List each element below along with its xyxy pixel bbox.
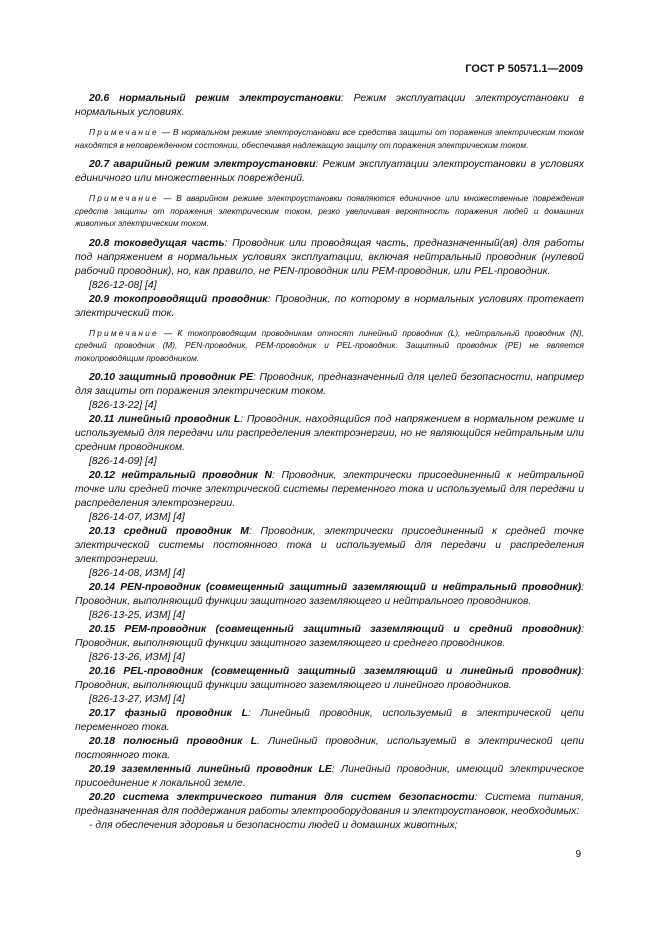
- document-body: [75, 92, 584, 833]
- term-definition: : Режим эксплуатации электроустановки в условиях единичного или множественных повреждений.: [75, 159, 584, 184]
- term-20-15: [75, 623, 584, 651]
- source-reference: [826-14-08, ИЗМ] [4]: [89, 568, 185, 579]
- term-20-16: [75, 665, 584, 693]
- term-title: 20.19 заземленный линейный проводник LE: [89, 764, 332, 775]
- note-label: Примечание: [89, 193, 159, 203]
- term-title: 20.9 токопроводящий проводник: [89, 293, 268, 305]
- document-header: ГОСТ Р 50571.1—2009: [465, 63, 583, 75]
- term-definition: : Проводник, электрически присоединенный к средней точке электрической системы постоянного тока и используемый для передачи и распределения электроэнергии.: [75, 526, 584, 565]
- source-reference: [826-13-27, ИЗМ] [4]: [89, 694, 185, 705]
- source-reference: [826-14-09] [4]: [89, 456, 157, 467]
- note: [75, 327, 584, 365]
- note-label: Примечание: [89, 327, 159, 338]
- term-definition: : Проводник, электрически присоединенный к нейтральной точке или средней точке электрической системы переменного тока и используемый для передачи и распределения электроэнергии.: [75, 470, 584, 509]
- source-reference: [826-13-26, ИЗМ] [4]: [89, 652, 185, 663]
- term-20-14: [75, 581, 584, 609]
- note-text: — В аварийном режиме электроустановки появляются единичное или множественные повреждения средств защиты от поражения электрическим током, резко увеличивая вероятность поражения людей и домашних животных электрическим током.: [75, 193, 584, 228]
- term-20-10: [75, 371, 584, 399]
- term-definition: : Проводник, выполняющий функции защитного заземляющего и линейного проводников.: [75, 666, 584, 691]
- term-definition: . Линейный проводник, используемый в электрической цепи постоянного тока.: [75, 736, 584, 761]
- term-20-6: [75, 92, 584, 120]
- term-title: 20.14 PEN-проводник (совмещенный защитный заземляющий и нейтральный проводник): [89, 582, 582, 593]
- term-title: 20.6 нормальный режим электроустановки: [89, 93, 341, 104]
- term-20-12: [75, 469, 584, 511]
- note-text: — В нормальном режиме электроустановки все средства защиты от поражения электрическим током находятся в неповрежденном состоянии, обеспечивая надлежащую защиту от поражения электрическим током.: [75, 127, 584, 150]
- term-definition: : Режим эксплуатации электроустановки в нормальных условиях.: [75, 93, 584, 118]
- term-definition: : Проводник, выполняющий функции защитного заземляющего и нейтрального проводников.: [75, 582, 584, 607]
- term-20-9: [75, 293, 584, 321]
- term-20-17: [75, 707, 584, 735]
- term-20-19: [75, 763, 584, 791]
- term-title: 20.16 PEL-проводник (совмещенный защитный заземляющий и линейный проводник): [89, 666, 582, 677]
- note-text: — К токопроводящим проводникам относят линейный проводник (L), нейтральный проводник (N), средний проводник (M), PEN-проводник, PEM-проводник и PEL-проводник. Защитный проводник (PE) не является токопроводящим проводником.: [75, 327, 584, 363]
- term-title: 20.15 PEM-проводник (совмещенный защитный заземляющий и средний проводник): [89, 624, 582, 635]
- term-title: 20.8 токоведущая часть: [89, 237, 225, 249]
- note: [75, 192, 584, 230]
- term-title: 20.13 средний проводник M: [89, 526, 249, 537]
- term-definition: : Проводник, находящийся под напряжением в нормальном режиме и используемый для передачи или распределения электроэнергии, но не являющийся нейтральным или средним проводником.: [75, 414, 584, 453]
- term-20-18: [75, 735, 584, 763]
- page-number: 9: [575, 849, 581, 860]
- source-reference: [826-14-07, ИЗМ] [4]: [89, 512, 185, 523]
- term-title: 20.20 система электрического питания для систем безопасности: [89, 792, 475, 803]
- term-title: 20.7 аварийный режим электроустановки: [89, 159, 316, 170]
- term-20-7: [75, 158, 584, 186]
- term-definition: : Проводник или проводящая часть, предназначенный(ая) для работы под напряжением в нормальных условиях эксплуатации, включая нейтральный проводник (нулевой рабочий проводник), но, как правило, не PEN-проводник или PEM-проводник, или PEL-проводник.: [75, 237, 584, 277]
- term-20-8: [75, 237, 584, 279]
- note: [75, 126, 584, 151]
- term-definition: : Проводник, предназначенный для целей безопасности, например для защиты от поражения электрическим током.: [75, 372, 584, 397]
- term-20-11: [75, 413, 584, 455]
- term-definition: : Проводник, выполняющий функции защитного заземляющего и среднего проводников.: [75, 624, 584, 649]
- source-reference: [826-13-25, ИЗМ] [4]: [89, 610, 185, 621]
- term-title: 20.11 линейный проводник L: [89, 414, 241, 425]
- term-20-20: [75, 791, 584, 819]
- note-label: Примечание: [89, 127, 159, 137]
- term-title: 20.10 защитный проводник PE: [89, 372, 254, 383]
- term-definition: : Проводник, по которому в нормальных условиях протекает электрический ток.: [75, 293, 584, 319]
- list-item: - для обеспечения здоровья и безопасности людей и домашних животных;: [89, 820, 458, 831]
- term-20-13: [75, 525, 584, 567]
- term-definition: : Система питания, предназначенная для поддержания работы электрооборудования и электроустановок, необходимых:: [75, 792, 584, 817]
- term-title: 20.12 нейтральный проводник N: [89, 470, 272, 481]
- term-title: 20.17 фазный проводник L: [89, 708, 248, 719]
- term-title: 20.18 полюсный проводник L: [89, 736, 257, 747]
- source-reference: [826-12-08] [4]: [89, 279, 157, 291]
- source-reference: [826-13-22] [4]: [89, 400, 157, 411]
- term-definition: : Линейный проводник, используемый в электрической цепи переменного тока.: [75, 708, 584, 733]
- term-definition: : Линейный проводник, имеющий электрическое присоединение к локальной земле.: [75, 764, 584, 789]
